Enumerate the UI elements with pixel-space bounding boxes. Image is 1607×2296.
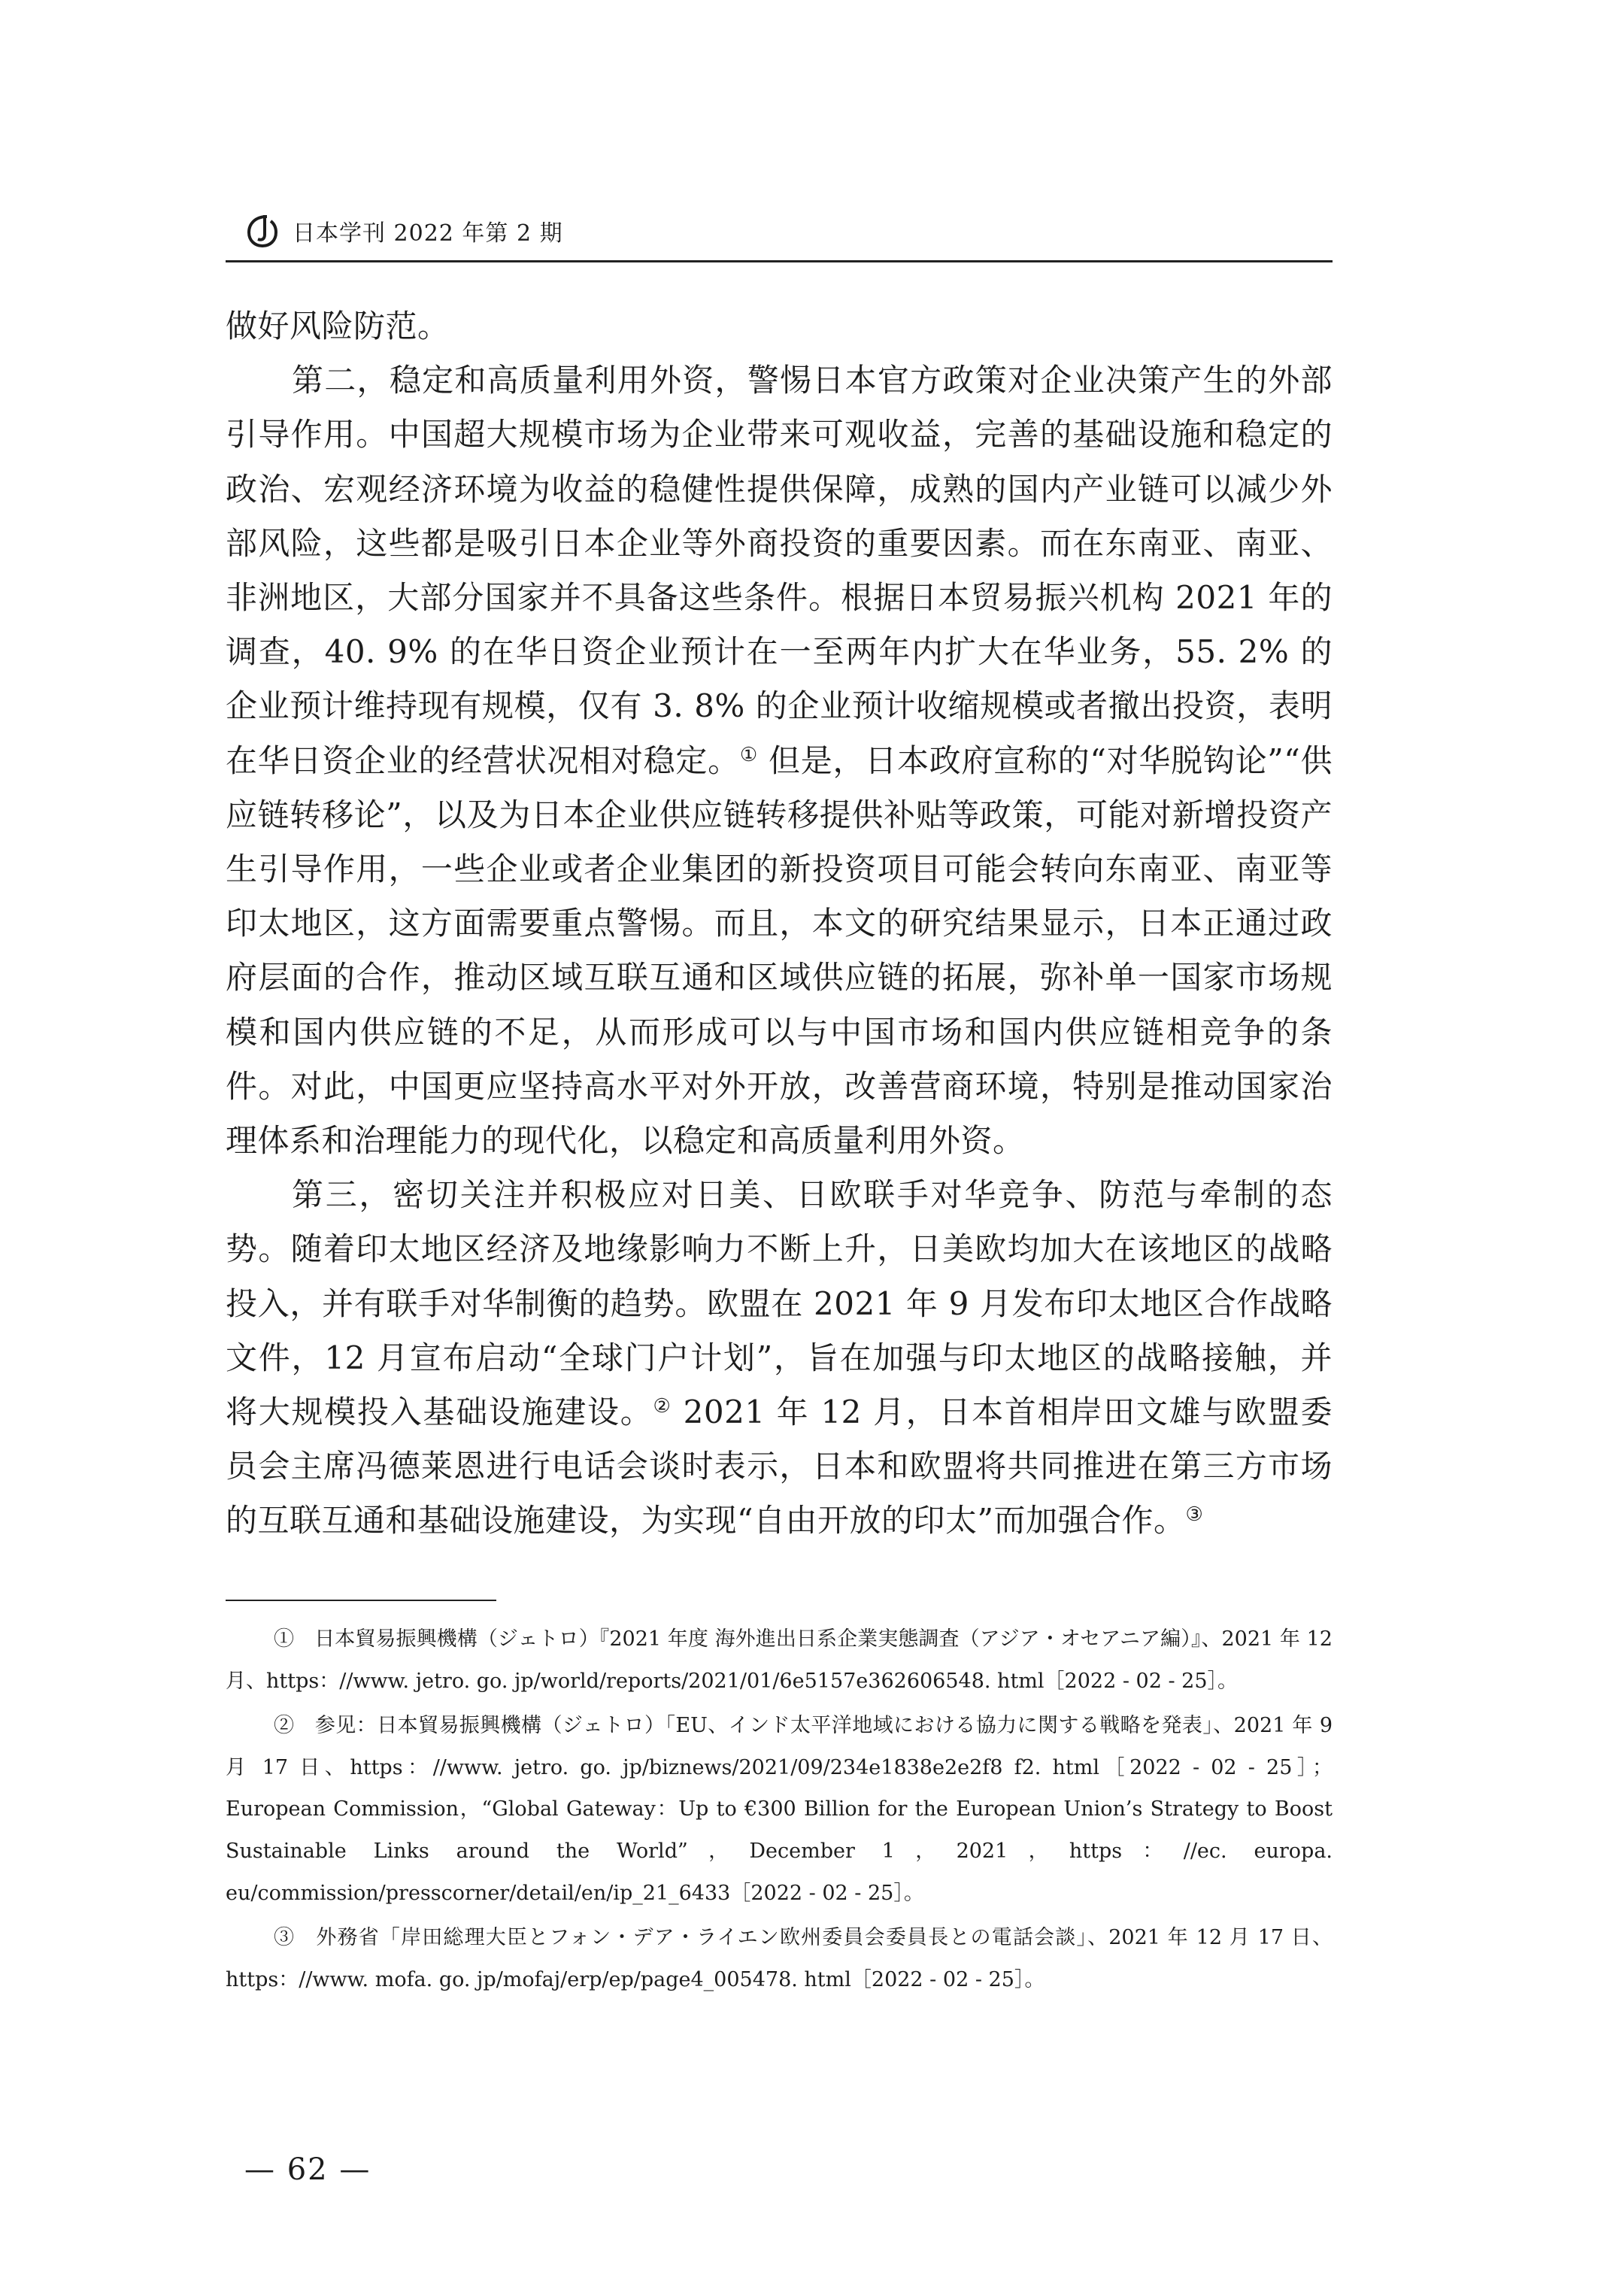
footnote-ref-2[interactable]: ② — [653, 1395, 672, 1418]
paragraph-second-point — [226, 353, 1333, 1168]
footnote-ref-1[interactable]: ① — [739, 743, 758, 766]
journal-issue-title: 日本学刊 2022 年第 2 期 — [293, 220, 563, 247]
journal-logo-icon — [244, 212, 280, 250]
footnotes — [226, 1618, 1333, 2000]
paragraph-text: 但是，日本政府宣称的“对华脱钩论”“供应链转移论”，以及为日本企业供应链转移提供补贴等政策，可能对新增投资产生引导作用，一些企业或者企业集团的新投资项目可能会转向东南亚、南亚等印太地区，这方面需要重点警惕。而且，本文的研究结果显示，日本正通过政府层面的合作，推动区域互联互通和区域供应链的拓展，弥补单一国家市场规模和国内供应链的不足，从而形成可以与中国市场和国内供应链相竞争的条件。对此，中国更应坚持高水平对外开放，改善营商环境，特别是推动国家治理体系和治理能力的现代化，以稳定和高质量利用外资。 — [226, 742, 1333, 1160]
footnote-ref-3[interactable]: ③ — [1185, 1503, 1204, 1527]
article-body — [226, 299, 1333, 1548]
paragraph-text: 第三，密切关注并积极应对日美、日欧联手对华竞争、防范与牵制的态势。随着印太地区经济及地缘影响力不断上升，日美欧均加大在该地区的战略投入，并有联手对华制衡的趋势。欧盟在 2021 年 9 月发布印太地区合作战略文件，12 月宣布启动“全球门户计划”，旨在加强与印太地区的战略接触，并将大规模投入基础设施建设。 — [226, 1176, 1333, 1431]
paragraph-continued: 做好风险防范。 — [226, 308, 450, 344]
footnote-3: ③ 外務省「岸田総理大臣とフォン・デア・ライエン欧州委員会委員長との電話会談」、2021 年 12 月 17 日、https：//www. mofa. go. jp/mofaj/erp/ep/page4_005478. html［2022 - 02 - 25］。 — [226, 1926, 1333, 1991]
page-number: — 62 — — [244, 2152, 371, 2187]
footnote-divider — [226, 1600, 496, 1601]
footnote-1: ① 日本貿易振興機構（ジェトロ）『2021 年度 海外進出日系企業実態調査（アジア・オセアニア編）』、2021 年 12 月、https：//www. jetro. go. jp/world/reports/2021/01/6e5157e362606548. html［2022 - 02 - 25］。 — [226, 1627, 1333, 1693]
footnote-2: ② 参见：日本貿易振興機構（ジェトロ）「EU、インド太平洋地域における協力に関する戦略を発表」、2021 年 9 月 17 日、https：//www. jetro. go. jp/biznews/2021/09/234e1838e2e2f8 f2. html［2022 - 02 - 25］；European Commission，“Global Gateway：Up to €300 Billion for the European Union’s Strategy to Boost Sustainable Links around the World”，December 1，2021，https：//ec. europa. eu/commission/presscorner/detail/en/ip_21_6433［2022 - 02 - 25］。 — [226, 1714, 1333, 1905]
paragraph-text: 2021 年 12 月，日本首相岸田文雄与欧盟委员会主席冯德莱恩进行电话会谈时表示，日本和欧盟将共同推进在第三方市场的互联互通和基础设施建设，为实现“自由开放的印太”而加强合作。 — [226, 1394, 1333, 1539]
paragraph-third-point — [226, 1168, 1333, 1548]
running-header — [244, 205, 1332, 257]
paragraph-text: 第二，稳定和高质量利用外资，警惕日本官方政策对企业决策产生的外部引导作用。中国超大规模市场为企业带来可观收益，完善的基础设施和稳定的政治、宏观经济环境为收益的稳健性提供保障，成熟的国内产业链可以减少外部风险，这些都是吸引日本企业等外商投资的重要因素。而在东南亚、南亚、非洲地区，大部分国家并不具备这些条件。根据日本贸易振兴机构 2021 年的调查，40. 9% 的在华日资企业预计在一至两年内扩大在华业务，55. 2% 的企业预计维持现有规模，仅有 3. 8% 的企业预计收缩规模或者撤出投资，表明在华日资企业的经营状况相对稳定。 — [226, 362, 1333, 779]
header-divider — [226, 260, 1333, 262]
